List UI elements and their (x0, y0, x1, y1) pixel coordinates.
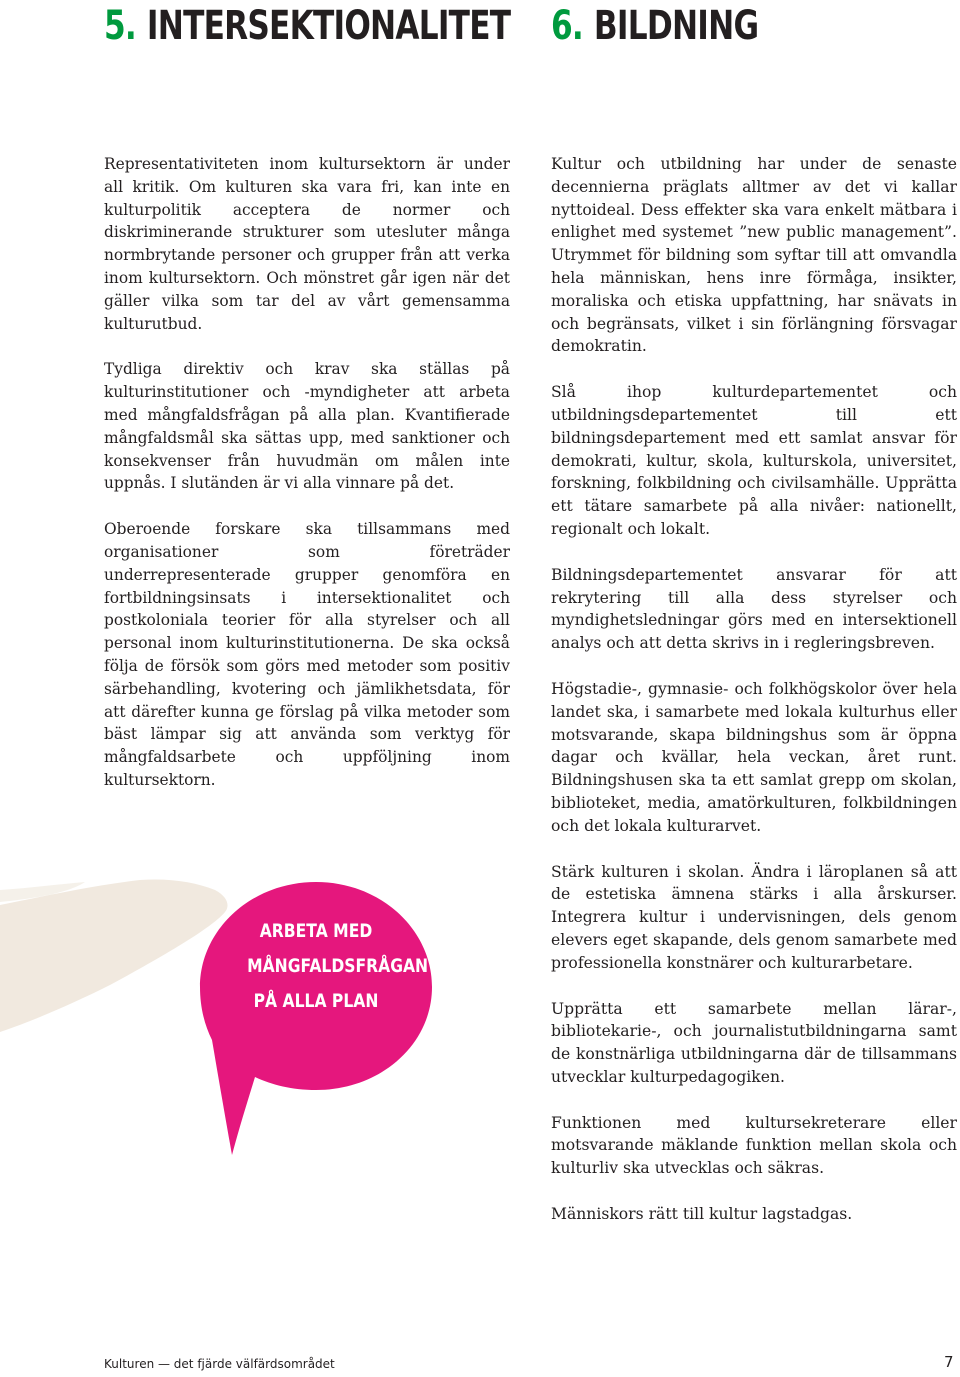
paragraph: Funktionen med kultursekreterare eller motsvarande mäklande funktion mellan skola och kulturliv ska utvecklas och säkras. (551, 1113, 957, 1178)
page-number: 7 (944, 1353, 954, 1371)
paragraph: Bildningsdepartementet ansvarar för att rekrytering till alla dess styrelser och myndighetsledningar görs med en intersektionell analys och att detta skrivs in i regleringsbreven. (551, 565, 957, 653)
bildning-column (551, 153, 957, 1249)
paragraph: Upprätta ett samarbete mellan lärar-, bibliotekarie-, och journalistutbildningarna samt de konstnärliga utbildningarna där de tillsammans utvecklar kulturpedagogiken. (551, 999, 957, 1086)
callout-line: ARBETA MED (259, 920, 373, 942)
callout-line: PÅ ALLA PLAN (253, 990, 379, 1012)
callout-text (232, 914, 429, 1019)
section-title: BILDNING (593, 3, 759, 49)
section-number: 6. (551, 3, 584, 49)
section-number: 5. (104, 3, 137, 49)
callout-line: MÅNGFALDSFRÅGAN (247, 955, 429, 977)
paragraph: Kultur och utbildning har under de senaste decennierna präglats alltmer av det vi kallar nyttoideal. Dess effekter ska vara enkelt mätbara i enlighet med systemet ”new public management”. Utrymmet för bildning som syftar till att omvandla hela människan, hens inre förmåga, insikter, moraliska och etiska uppfattning, har snävats in och begränsats, vilket i sin förlängning försvagar demokratin. (551, 155, 957, 356)
paragraph: Högstadie-, gymnasie- och folkhögskolor över hela landet ska, i samarbete med lokala kulturhus eller motsvarande, skapa bildningshus som är öppna dagar och kvällar, hela veckan, året runt. Bildningshusen ska ta ett samlat grepp om skolan, biblioteket, media, amatörkulturen, folkbildningen och det lokala kulturarvet. (551, 679, 957, 835)
paragraph: Oberoende forskare ska tillsammans med organisationer som företräder underrepresenterade grupper genomföra en fortbildningsinsats i intersektionalitet och postkoloniala teorier för alla styrelser och all personal inom kulturinstitutionerna. De ska också följa de försök som görs med metoder som positiv särbehandling, kvotering och jämlikhetsdata, för att därefter kunna ge förslag på vilka metoder som bäst lämpar sig att använda som verktyg för mångfaldsarbete och uppföljning inom kultursektorn. (104, 520, 510, 789)
watercolor-stroke (0, 879, 228, 1032)
section-heading-intersektionalitet (104, 2, 510, 50)
section-heading-bildning (551, 2, 758, 50)
intersektionalitet-column (104, 153, 510, 815)
footer-publication-title: Kulturen — det fjärde välfärdsområdet (104, 1357, 335, 1371)
paragraph: Representativiteten inom kultursektorn är under all kritik. Om kulturen ska vara fri, kan inte en kulturpolitik acceptera de normer och diskriminerande strukturer som utesluter många normbrytande personer och grupper från att verka inom kultursektorn. Och mönstret går igen när det gäller vilka som tar del av vårt gemensamma kulturutbud. (104, 155, 510, 333)
paragraph: Stärk kulturen i skolan. Ändra i läroplanen så att de estetiska ämnena stärks i alla årskurser. Integrera kultur i undervisningen, dels genom elevers eget skapande, dels genom samarbete med professionella konstnärer och kulturarbetare. (551, 862, 957, 972)
paragraph: Tydliga direktiv och krav ska ställas på kulturinstitutioner och -myndigheter att arbeta med mångfaldsfrågan på alla plan. Kvantifierade mångfaldsmål ska sättas upp, med sanktioner och konsekvenser från huvudmän om målen inte uppnås. I slutänden är vi alla vinnare på det. (104, 360, 510, 493)
section-title: INTERSEKTIONALITET (146, 3, 511, 49)
paragraph: Slå ihop kulturdepartementet och utbildningsdepartementet till ett bildningsdepartement med ett samlat ansvar för demokrati, kultur, skola, kulturskola, universitet, forskning, folkbildning och civilsamhälle. Upprätta ett tätare samarbete på alla nivåer: nationellt, regionalt och lokalt. (551, 383, 957, 538)
paragraph: Människors rätt till kultur lagstadgas. (551, 1205, 853, 1224)
